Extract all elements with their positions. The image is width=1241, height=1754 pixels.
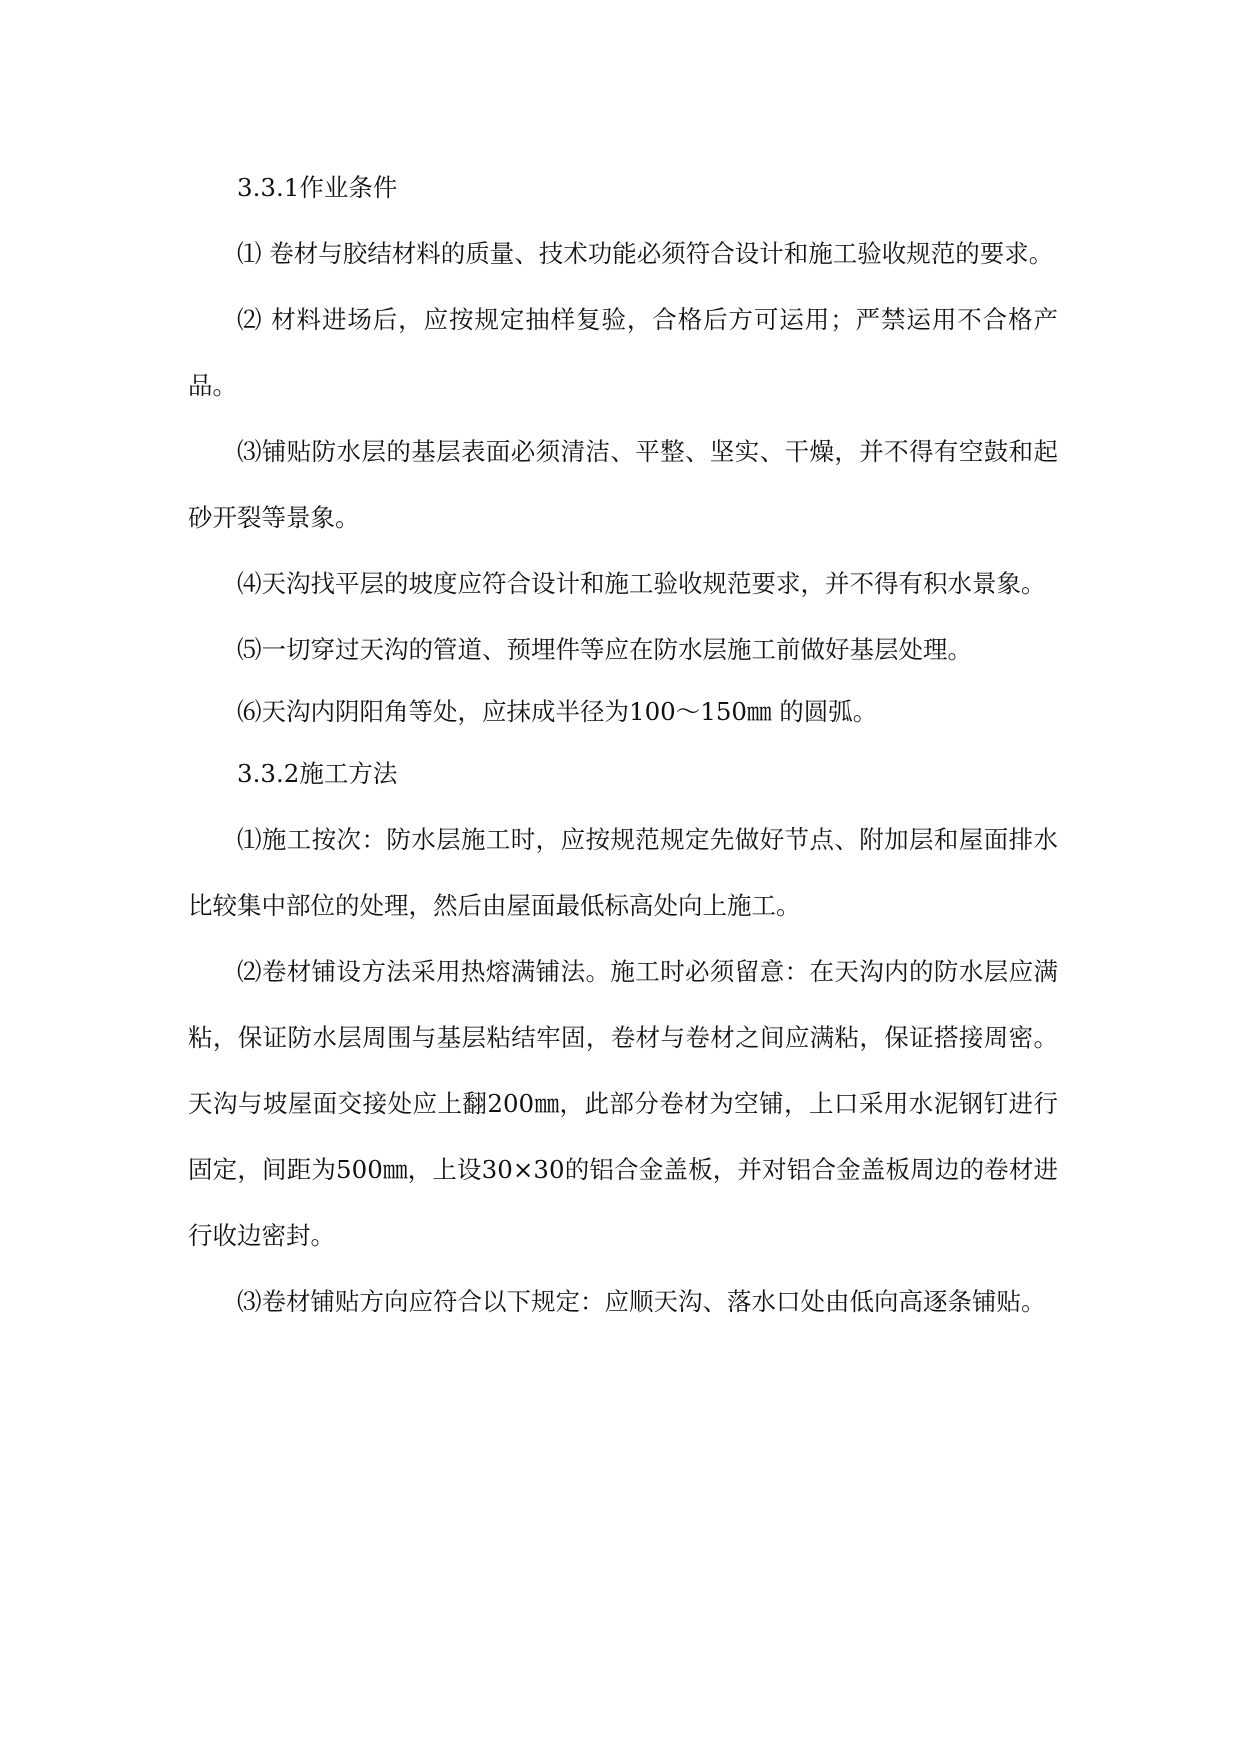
paragraph-item-4: ⑷天沟找平层的坡度应符合设计和施工验收规范要求，并不得有积水景象。 [237, 569, 1046, 598]
paragraph-item-3: ⑶铺贴防水层的基层表面必须清洁、平整、坚实、干燥，并不得有空鼓和起砂开裂等景象。 [188, 437, 1058, 532]
paragraph-method-3: ⑶卷材铺贴方向应符合以下规定：应顺天沟、落水口处由低向高逐条铺贴。 [237, 1287, 1046, 1316]
paragraph-method-1: ⑴施工按次：防水层施工时，应按规范规定先做好节点、附加层和屋面排水比较集中部位的处理，然后由屋面最低标高处向上施工。 [188, 825, 1058, 920]
section-heading-work-conditions: 3.3.1作业条件 [237, 173, 398, 202]
paragraph-method-2: ⑵卷材铺设方法采用热熔满铺法。施工时必须留意：在天沟内的防水层应满粘，保证防水层周围与基层粘结牢固，卷材与卷材之间应满粘，保证搭接周密。天沟与坡屋面交接处应上翻200㎜，此部分卷材为空铺，上口采用水泥钢钉进行固定，间距为500㎜，上设30×30的铝合金盖板，并对铝合金盖板周边的卷材进行收边密封。 [188, 957, 1058, 1250]
document-body [188, 155, 1058, 1335]
paragraph-item-2: ⑵ 材料进场后，应按规定抽样复验，合格后方可运用；严禁运用不合格产品。 [188, 305, 1058, 400]
paragraph-item-6: ⑹天沟内阴阳角等处，应抹成半径为100～150㎜ 的圆弧。 [237, 697, 878, 726]
paragraph-item-5: ⑸一切穿过天沟的管道、预埋件等应在防水层施工前做好基层处理。 [237, 635, 972, 664]
section-heading-construction-method: 3.3.2施工方法 [237, 759, 398, 788]
paragraph-item-1: ⑴ 卷材与胶结材料的质量、技术功能必须符合设计和施工验收规范的要求。 [237, 239, 1054, 268]
